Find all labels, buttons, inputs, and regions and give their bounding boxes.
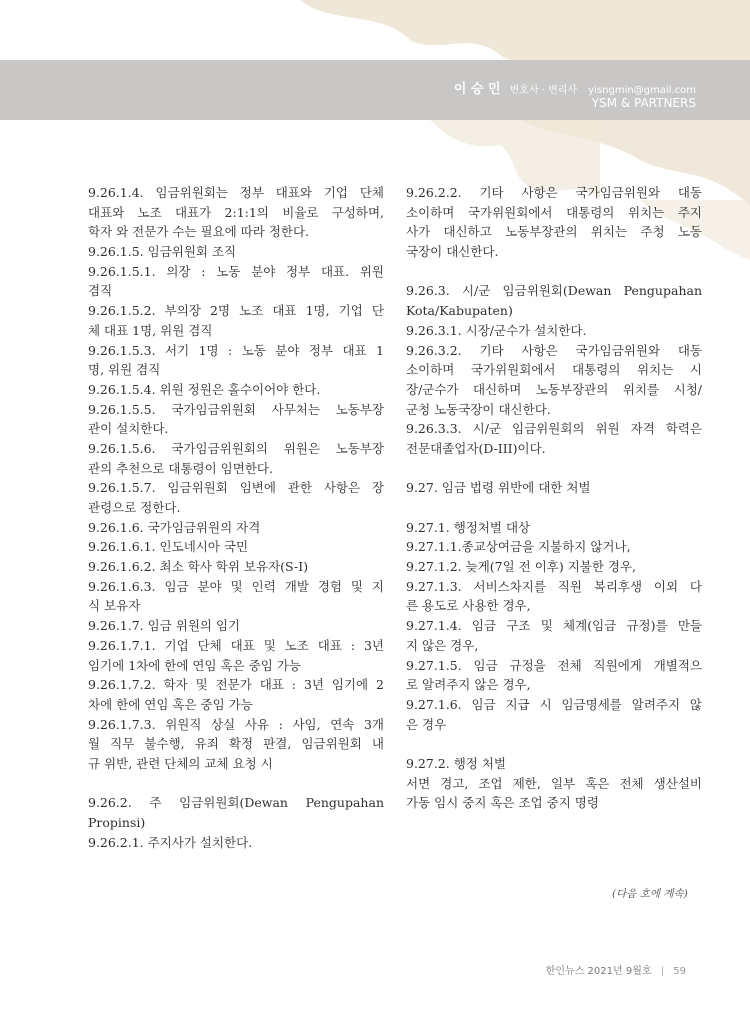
text-line: 전문대졸업자(D-III)이다. [406, 440, 546, 456]
paragraph-spacer [406, 498, 702, 518]
text-line: 월 직무 불수행, 유죄 확정 판결, 임금위원회 내 [88, 736, 384, 752]
text-line: 대표와 노조 대표가 2:1:1의 비율로 구성하며, [88, 204, 384, 220]
text-line: 군청 노동국장이 대신한다. [406, 401, 551, 417]
text-line: 9.26.1.6.1. 인도네시아 국민 [88, 539, 249, 555]
text-line: 가동 임시 중지 혹은 조업 중지 명령 [406, 795, 599, 811]
text-line: 9.27. 임금 법령 위반에 대한 처벌 [406, 480, 591, 496]
right-column [406, 183, 702, 813]
text-line: 규 위반, 관련 단체의 교체 요청 시 [88, 755, 273, 771]
text-line: 9.26.3.2. 기타 사항은 국가임금위원와 대동 [406, 342, 702, 358]
text-line: 9.26.1.6. 국가임금위원의 자격 [88, 519, 261, 535]
text-line: 9.27.1. 행정처벌 대상 [406, 519, 531, 535]
text-line: 로 알려주지 않은 경우, [406, 677, 531, 693]
text-line: 임기에 1차에 한에 연임 혹은 중임 가능 [88, 657, 301, 673]
text-line: 9.27.2. 행정 처벌 [406, 755, 506, 771]
text-line: 9.26.1.5. 임금위원회 조직 [88, 244, 237, 260]
left-column [88, 183, 384, 852]
text-line: 9.26.1.5.4. 위원 정원은 홀수이어야 한다. [88, 381, 321, 397]
text-line: 9.27.1.5. 임금 규정을 전체 직원에게 개별적으 [406, 657, 702, 673]
text-line: 소이하며 국가위원회에서 대통령의 위치는 시 [406, 362, 702, 378]
paragraph-spacer [406, 734, 702, 754]
text-line: 소이하며 국가위원회에서 대통령의 위치는 주지 [406, 204, 702, 220]
continued-note: (다음 호에 계속) [612, 888, 688, 900]
text-line: Kota/Kabupaten) [406, 303, 513, 319]
text-line: 사가 대신하고 노동부장관의 위치는 주청 노동 [406, 224, 702, 240]
text-line: 겸직 [88, 283, 113, 299]
firm-name: YSM & PARTNERS [591, 96, 696, 110]
text-line: 9.27.1.4. 임금 구조 및 체계(임금 규정)를 만들 [406, 618, 702, 634]
publication-label: 한인뉴스 2021년 9월호 [545, 966, 652, 977]
text-line: 서면 경고, 조업 제한, 일부 혹은 전체 생산설비 [406, 775, 702, 791]
text-line: 식 보유자 [88, 598, 141, 614]
text-line: 9.26.1.7.1. 기업 단체 대표 및 노조 대표 : 3년 [88, 637, 384, 653]
text-line: 9.26.1.7. 임금 위원의 임기 [88, 618, 241, 634]
text-line: 9.26.1.5.5. 국가임금위원회 사무처는 노동부장 [88, 401, 384, 417]
text-line: 관의 추천으로 대통령이 임면한다. [88, 460, 273, 476]
text-line: 9.26.1.7.3. 위원직 상실 사유 : 사임, 연속 3개 [88, 716, 384, 732]
paragraph-spacer [88, 774, 384, 794]
text-line: 9.26.1.5.1. 의장 : 노동 분야 정부 대표. 위원 [88, 263, 384, 279]
text-line: 른 용도로 사용한 경우, [406, 598, 531, 614]
paragraph-spacer [406, 459, 702, 479]
text-line: 명, 위원 겸직 [88, 362, 161, 378]
text-line: 9.26.1.6.2. 최소 학사 학위 보유자(S-I) [88, 559, 309, 575]
page-number: 59 [673, 966, 686, 977]
text-line: 9.26.1.7.2. 학자 및 전문가 대표 : 3년 임기에 2 [88, 677, 384, 693]
text-line: 9.27.1.2. 늦게(7일 전 이후) 지불한 경우, [406, 559, 637, 575]
text-line: 관령으로 정한다. [88, 500, 181, 515]
page-footer [546, 962, 686, 977]
author-line [454, 78, 696, 97]
paragraph-spacer [406, 262, 702, 282]
text-line: 체 대표 1명, 위원 겸직 [88, 322, 213, 338]
text-line: 9.26.2. 주 임금위원회(Dewan Pengupahan [88, 795, 384, 811]
text-line: Propinsi) [88, 815, 146, 830]
text-line: 차에 한에 연임 혹은 중임 가능 [88, 696, 253, 712]
text-line: 관이 설치한다. [88, 421, 169, 437]
text-line: 9.26.1.5.7. 임금위원회 임변에 관한 사항은 장 [88, 480, 384, 496]
author-name: 이 승 민 [453, 82, 501, 97]
text-line: 9.26.1.6.3. 임금 분야 및 인력 개발 경험 및 지 [88, 578, 384, 594]
footer-separator: | [660, 966, 665, 977]
text-line: 9.26.1.5.6. 국가임금위원회의 위원은 노동부장 [88, 440, 384, 456]
author-title: 변호사 · 변리사 [509, 85, 578, 96]
text-line: 장/군수가 대신하며 노동부장관의 위치를 시청/ [406, 381, 702, 397]
author-email: yisngmin@gmail.com [588, 85, 696, 96]
text-line: 9.27.1.1.종교상여금을 지불하지 않거나, [406, 539, 631, 555]
text-line: 학자 와 전문가 수는 필요에 따라 정한다. [88, 224, 310, 240]
text-line: 9.26.2.2. 기타 사항은 국가임금위원와 대동 [406, 185, 702, 200]
text-line: 9.27.1.6. 임금 지급 시 임금명세를 알려주지 않 [406, 696, 702, 712]
text-line: 국장이 대신한다. [406, 244, 499, 260]
text-line: 9.26.1.5.2. 부의장 2명 노조 대표 1명, 기업 단 [88, 303, 384, 319]
text-line: 9.26.2.1. 주지사가 설치한다. [88, 834, 253, 850]
text-line: 9.27.1.3. 서비스차지를 직원 복리후생 이외 다 [406, 578, 702, 594]
text-line: 9.26.3.1. 시장/군수가 설치한다. [406, 322, 587, 338]
text-line: 9.26.1.4. 임금위원회는 정부 대표와 기업 단체 [88, 185, 384, 200]
text-line: 은 경우 [406, 716, 447, 732]
text-line: 9.26.3. 시/군 임금위원회(Dewan Pengupahan [406, 283, 702, 299]
text-line: 9.26.1.5.3. 서기 1명 : 노동 분야 정부 대표 1 [88, 342, 384, 358]
text-line: 지 않은 경우, [406, 637, 479, 653]
text-line: 9.26.3.3. 시/군 임금위원회의 위원 자격 학력은 [406, 421, 702, 437]
